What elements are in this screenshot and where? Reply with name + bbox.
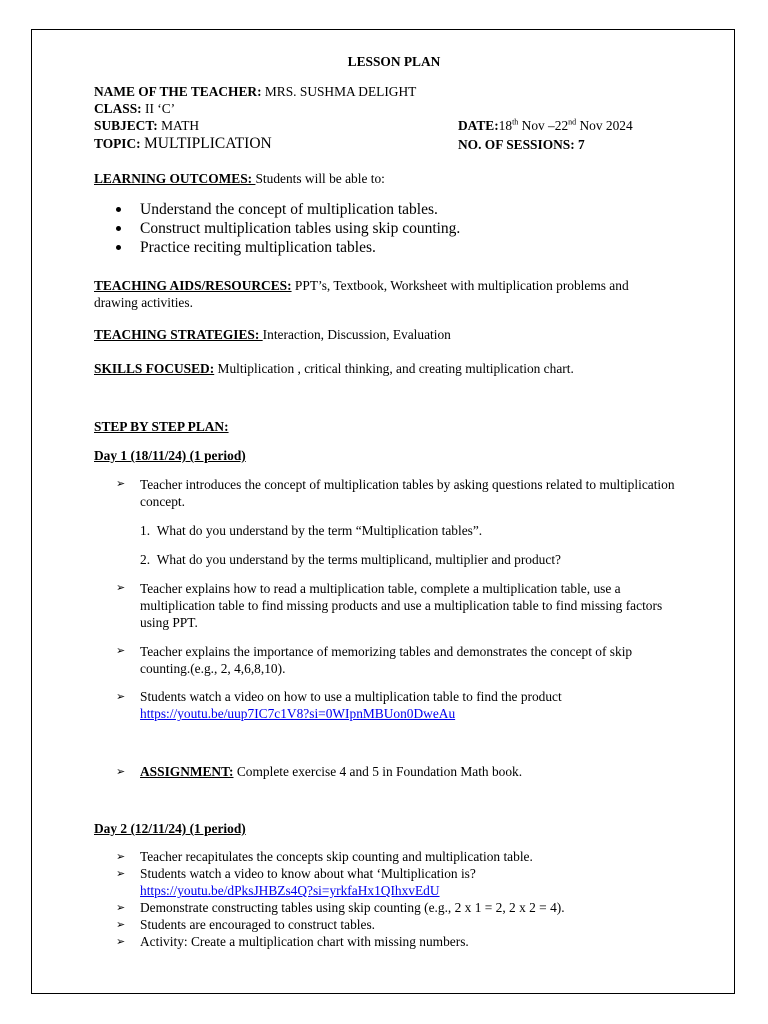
bullet-icon: [116, 245, 121, 250]
video-link-1[interactable]: https://youtu.be/uup7IC7c1V8?si=0WIpnMBUon0DweAu: [140, 706, 456, 721]
day1-point3: Teacher explains the importance of memorizing tables and demonstrates the concept of skip counting.(e.g., 2, 4,6,8,10).: [140, 644, 633, 676]
aids-text: PPT’s, Textbook, Worksheet with multiplication problems and drawing activities.: [94, 278, 629, 310]
question-number: 2.: [140, 552, 151, 567]
topic-line: [94, 135, 272, 153]
outcome-text: Understand the concept of multiplication tables.: [140, 201, 438, 218]
day2-point5: Activity: Create a multiplication chart with missing numbers.: [140, 934, 469, 949]
question-text: What do you understand by the terms multiplicand, multiplier and product?: [156, 552, 561, 567]
outcome-text: Practice reciting multiplication tables.: [140, 239, 376, 256]
day2-point2: Students watch a video to know about what ‘Multiplication is?: [140, 866, 476, 881]
day2-point3: Demonstrate constructing tables using skip counting (e.g., 2 x 1 = 2, 2 x 2 = 4).: [140, 900, 565, 915]
arrow-bullet-icon: ➢: [116, 690, 126, 703]
assignment-label: ASSIGNMENT:: [140, 764, 234, 779]
date-line: [458, 118, 633, 134]
day2-point1: Teacher recapitulates the concepts skip counting and multiplication table.: [140, 849, 533, 864]
question-2: [140, 552, 561, 568]
teacher-value: MRS. SUSHMA DELIGHT: [264, 84, 417, 99]
strategies-text: Interaction, Discussion, Evaluation: [262, 327, 451, 342]
date-sup2: nd: [568, 117, 577, 127]
class-value: II ‘C’: [145, 101, 176, 116]
date-sup1: th: [512, 117, 519, 127]
subject-label: SUBJECT:: [94, 118, 158, 133]
question-text: What do you understand by the term “Multiplication tables”.: [156, 523, 483, 538]
question-1: [140, 523, 482, 539]
teacher-label: NAME OF THE TEACHER:: [94, 84, 262, 99]
list-item: [94, 200, 460, 219]
skills-label: SKILLS FOCUSED:: [94, 361, 215, 376]
day2-point4: Students are encouraged to construct tables.: [140, 917, 376, 932]
bullet-icon: [116, 226, 121, 231]
plan-heading: STEP BY STEP PLAN:: [94, 419, 229, 434]
document-page: [31, 29, 735, 994]
bullet-icon: [116, 207, 121, 212]
topic-label: TOPIC:: [94, 136, 141, 151]
strategies-label: TEACHING STRATEGIES:: [94, 327, 263, 342]
arrow-bullet-icon: ➢: [116, 477, 126, 490]
date-part3: Nov 2024: [576, 118, 633, 133]
teacher-line: [94, 84, 416, 100]
arrow-bullet-icon: ➢: [116, 765, 126, 778]
date-label: DATE:: [458, 118, 499, 133]
day1-point1: Teacher introduces the concept of multiplication tables by asking questions related to multiplication concept.: [140, 477, 675, 509]
arrow-bullet-icon: ➢: [116, 850, 126, 863]
strategies-line: [94, 327, 451, 343]
date-part1: 18: [498, 118, 513, 133]
topic-value: MULTIPLICATION: [144, 135, 272, 152]
aids-paragraph: [94, 277, 654, 311]
skills-text: Multiplication , critical thinking, and creating multiplication chart.: [217, 361, 574, 376]
outcomes-line: [94, 171, 385, 187]
list-item: [94, 238, 460, 257]
outcomes-list: [94, 200, 460, 257]
arrow-bullet-icon: ➢: [116, 867, 126, 880]
day2-heading: Day 2 (12/11/24) (1 period): [94, 821, 246, 836]
arrow-bullet-icon: ➢: [116, 918, 126, 931]
sessions-label: NO. OF SESSIONS: 7: [458, 137, 585, 152]
arrow-bullet-icon: ➢: [116, 644, 126, 657]
date-part2: Nov –22: [518, 118, 569, 133]
assignment-text: Complete exercise 4 and 5 in Foundation Math book.: [236, 764, 523, 779]
arrow-bullet-icon: ➢: [116, 581, 126, 594]
arrow-bullet-icon: ➢: [116, 901, 126, 914]
day1-heading: Day 1 (18/11/24) (1 period): [94, 448, 246, 463]
day1-point4: Students watch a video on how to use a multiplication table to find the product: [140, 689, 562, 704]
subject-value: MATH: [161, 118, 200, 133]
skills-line: [94, 361, 574, 377]
day1-point2: Teacher explains how to read a multiplication table, complete a multiplication table, use a multiplication table to find missing products and use a multiplication table to find missing factors using PPT.: [140, 581, 663, 630]
outcome-text: Construct multiplication tables using skip counting.: [140, 220, 461, 237]
class-label: CLASS:: [94, 101, 142, 116]
subject-line: [94, 118, 199, 134]
outcomes-label: LEARNING OUTCOMES:: [94, 171, 256, 186]
assignment-line: [140, 764, 522, 780]
question-number: 1.: [140, 523, 151, 538]
document-title: LESSON PLAN: [347, 54, 441, 69]
video-link-2[interactable]: https://youtu.be/dPksJHBZs4Q?si=yrkfaHx1QIhxvEdU: [140, 883, 440, 898]
list-item: [94, 219, 460, 238]
arrow-bullet-icon: ➢: [116, 935, 126, 948]
outcomes-intro: Students will be able to:: [255, 171, 385, 186]
class-line: [94, 101, 175, 117]
aids-label: TEACHING AIDS/RESOURCES:: [94, 278, 292, 293]
